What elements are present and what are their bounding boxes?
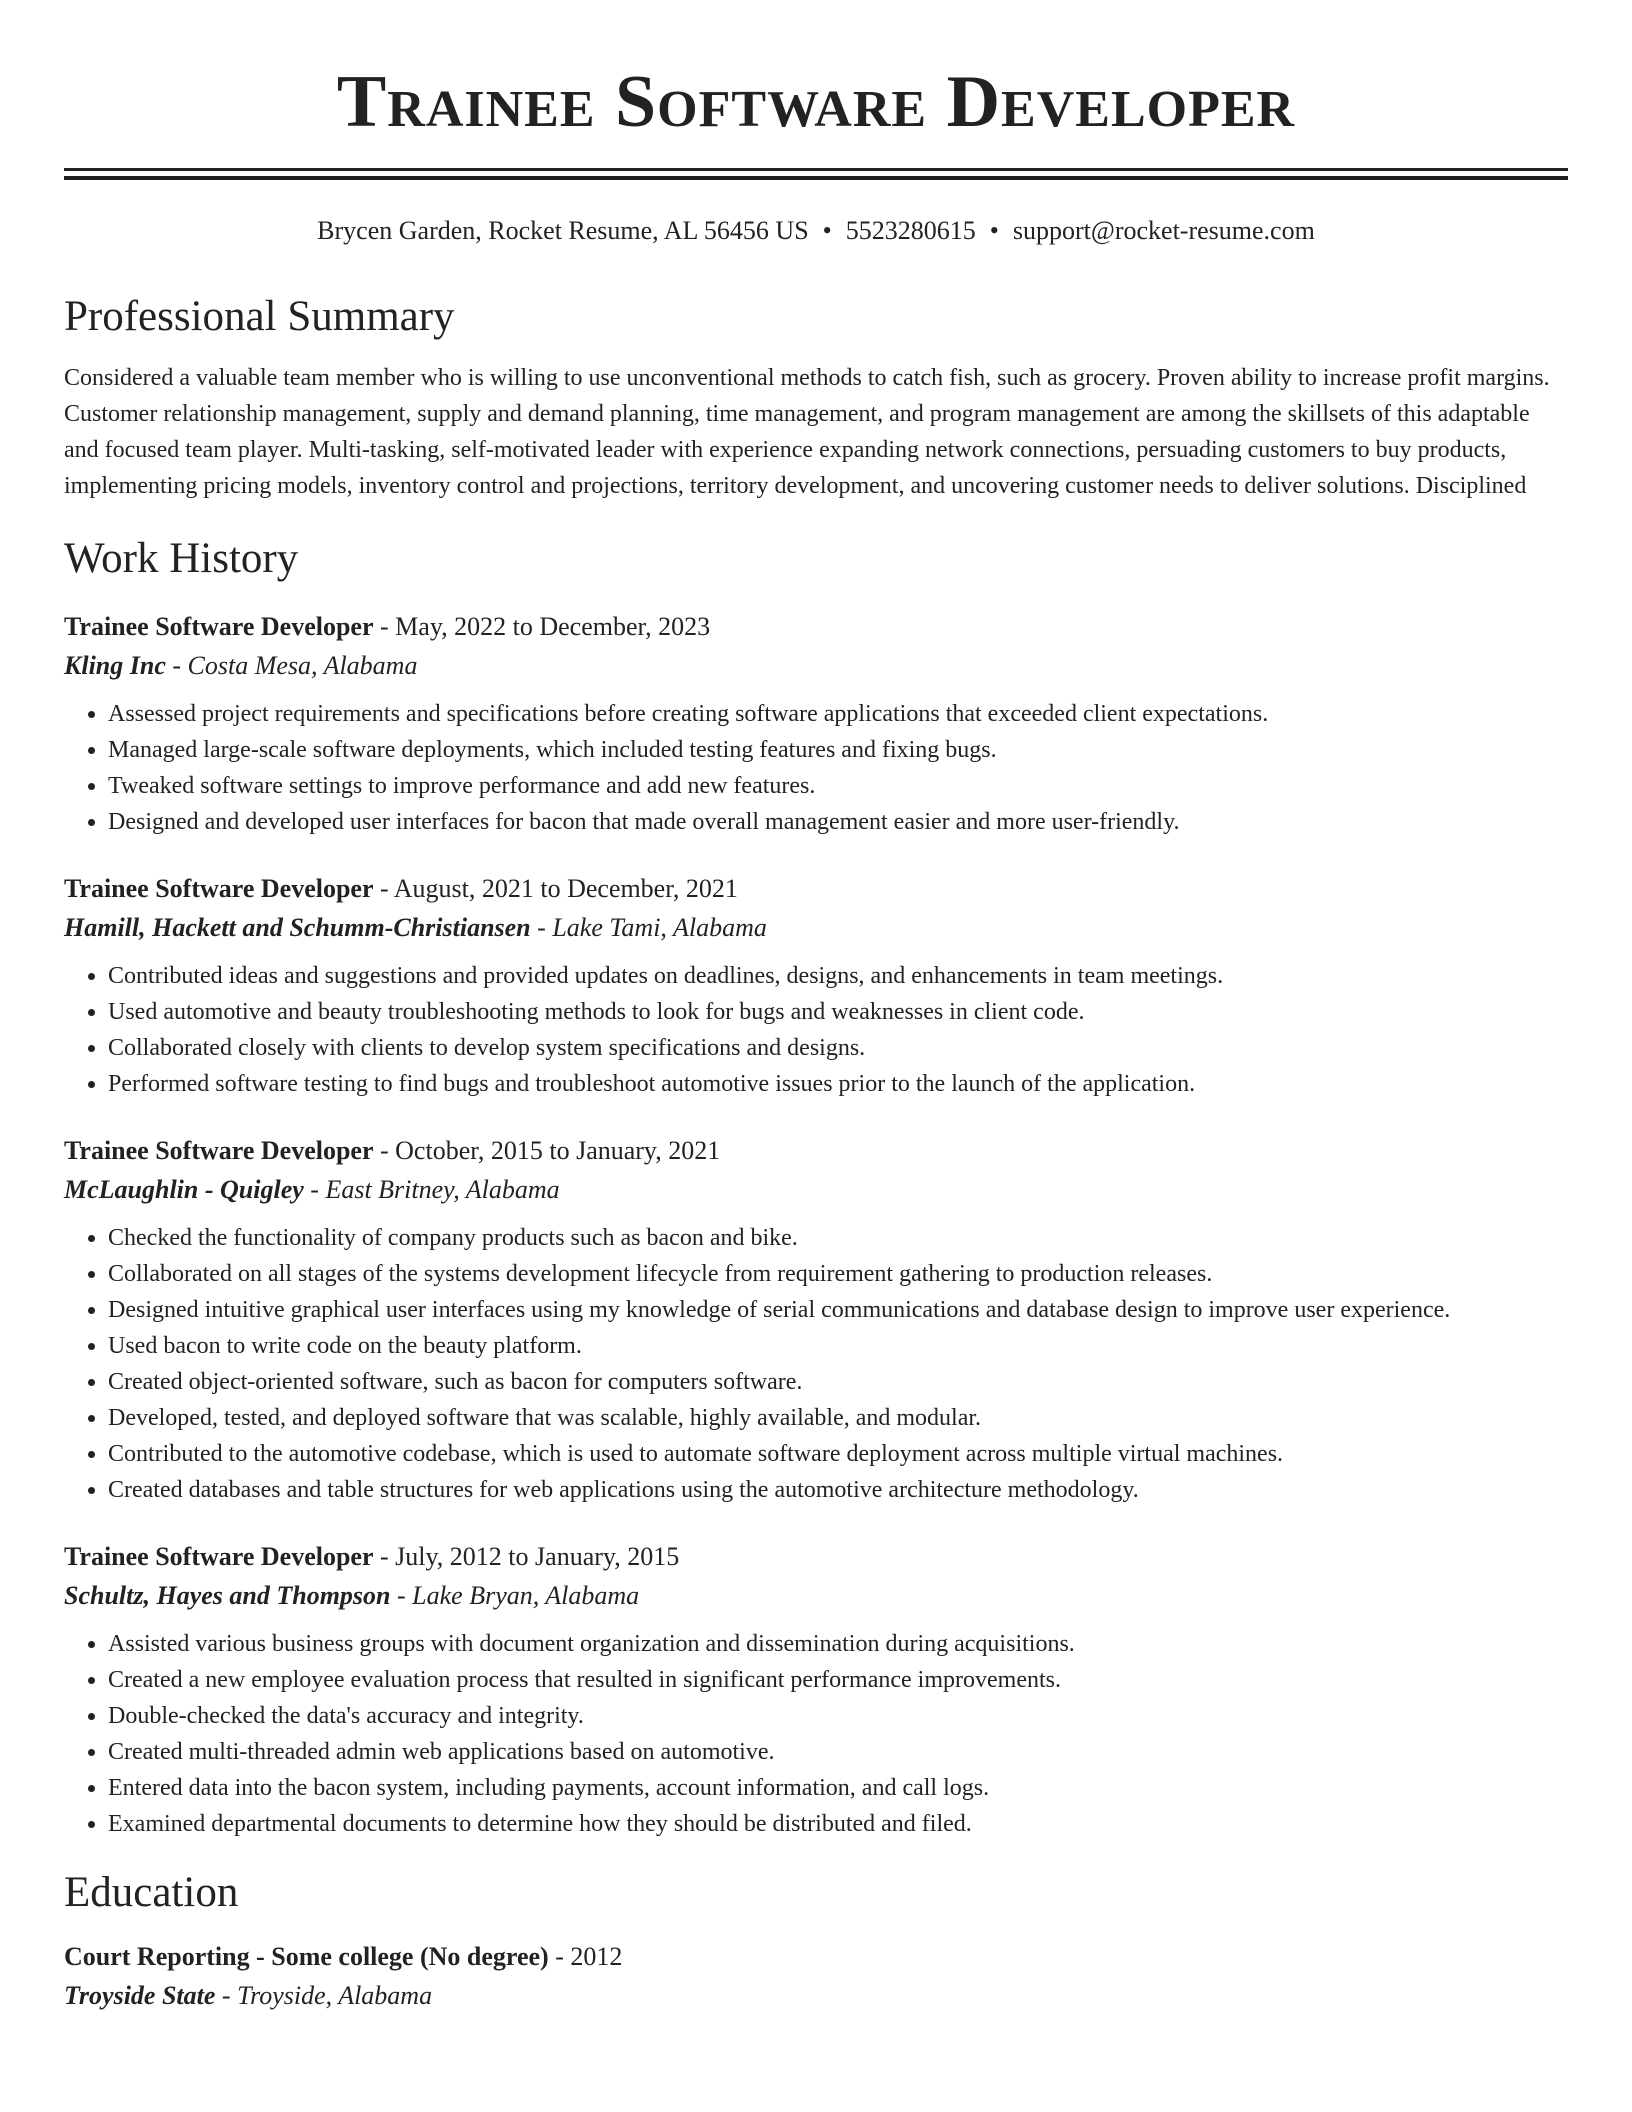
job-entry — [64, 1538, 1568, 1842]
list-item: • Assisted various business groups with document organization and dissemination during acquisitions. — [108, 1626, 1568, 1662]
job-location: - Lake Tami, Alabama — [530, 913, 767, 942]
list-item: • Contributed ideas and suggestions and provided updates on deadlines, designs, and enhancements in team meetings. — [108, 958, 1568, 994]
job-company: Kling Inc — [64, 651, 166, 680]
job-company-line — [64, 646, 1568, 686]
job-bullets — [64, 696, 1568, 840]
list-item: • Designed and developed user interfaces for bacon that made overall management easier and more user-friendly. — [108, 804, 1568, 840]
job-bullets — [64, 1626, 1568, 1842]
job-company: Schultz, Hayes and Thompson — [64, 1581, 391, 1610]
job-title: Trainee Software Developer — [64, 874, 374, 903]
job-header — [64, 870, 1568, 908]
job-dates: - August, 2021 to December, 2021 — [373, 874, 738, 903]
contact-separator: • — [989, 216, 999, 245]
job-header — [64, 608, 1568, 646]
job-company-line — [64, 908, 1568, 948]
title-divider — [64, 168, 1568, 180]
job-header — [64, 1538, 1568, 1576]
job-entry — [64, 870, 1568, 1102]
summary-text: Considered a valuable team member who is willing to use unconventional methods to catch fish, such as grocery. Proven ability to increase profit margins. Customer relationship management, supply and demand planning, time management, and program management are among the skillsets of this adaptable and focused team player. Multi-tasking, self-motivated leader with experience expanding network connections, persuading customers to buy products, implementing pricing models, inventory control and projections, territory development, and uncovering customer needs to deliver solutions. Disciplined — [64, 365, 1550, 499]
work-history-heading: Work History — [64, 535, 299, 582]
contact-separator: • — [822, 216, 832, 245]
list-item: • Collaborated closely with clients to develop system specifications and designs. — [108, 1030, 1568, 1066]
job-title: Trainee Software Developer — [64, 612, 374, 641]
education-header — [64, 1938, 1568, 1976]
list-item: • Entered data into the bacon system, including payments, account information, and call logs. — [108, 1770, 1568, 1806]
list-item: • Performed software testing to find bugs and troubleshoot automotive issues prior to the launch of the application. — [108, 1066, 1568, 1102]
job-location: - Lake Bryan, Alabama — [390, 1581, 640, 1610]
education-school-line — [64, 1976, 1568, 2016]
contact-address: Brycen Garden, Rocket Resume, AL 56456 US — [317, 216, 809, 245]
education-school: Troyside State — [64, 1981, 216, 2010]
list-item: • Assessed project requirements and specifications before creating software applications that exceeded client expectations. — [108, 696, 1568, 732]
job-company: McLaughlin - Quigley — [64, 1175, 304, 1204]
list-item: • Created object-oriented software, such as bacon for computers software. — [108, 1364, 1568, 1400]
list-item: • Examined departmental documents to determine how they should be distributed and filed. — [108, 1806, 1568, 1842]
job-location: - Costa Mesa, Alabama — [165, 651, 418, 680]
education-entry — [64, 1938, 1568, 2016]
education-degree: Court Reporting - Some college (No degree) — [64, 1942, 549, 1971]
list-item: • Created multi-threaded admin web applications based on automotive. — [108, 1734, 1568, 1770]
job-entry — [64, 1132, 1568, 1508]
job-entry — [64, 608, 1568, 840]
summary-heading: Professional Summary — [64, 293, 455, 340]
list-item: • Created databases and table structures for web applications using the automotive architecture methodology. — [108, 1472, 1568, 1508]
contact-email: support@rocket-resume.com — [1012, 216, 1315, 245]
education-location: - Troyside, Alabama — [215, 1981, 433, 2010]
job-bullets — [64, 1220, 1568, 1508]
job-location: - East Britney, Alabama — [303, 1175, 560, 1204]
job-title: Trainee Software Developer — [64, 1542, 374, 1571]
list-item: • Designed intuitive graphical user interfaces using my knowledge of serial communications and database design to improve user experience. — [108, 1292, 1568, 1328]
contact-phone: 5523280615 — [845, 216, 976, 245]
list-item: • Developed, tested, and deployed software that was scalable, highly available, and modular. — [108, 1400, 1568, 1436]
list-item: • Double-checked the data's accuracy and integrity. — [108, 1698, 1568, 1734]
job-company-line — [64, 1576, 1568, 1616]
list-item: • Contributed to the automotive codebase, which is used to automate software deployment across multiple virtual machines. — [108, 1436, 1568, 1472]
contact-line — [64, 216, 1568, 246]
resume-title: Trainee Software Developer — [336, 61, 1296, 143]
education-heading: Education — [64, 1869, 239, 1916]
list-item: • Tweaked software settings to improve performance and add new features. — [108, 768, 1568, 804]
list-item: • Created a new employee evaluation process that resulted in significant performance improvements. — [108, 1662, 1568, 1698]
list-item: • Used automotive and beauty troubleshooting methods to look for bugs and weaknesses in client code. — [108, 994, 1568, 1030]
education-year: - 2012 — [548, 1942, 623, 1971]
list-item: • Checked the functionality of company products such as bacon and bike. — [108, 1220, 1568, 1256]
list-item: • Used bacon to write code on the beauty platform. — [108, 1328, 1568, 1364]
job-company-line — [64, 1170, 1568, 1210]
job-company: Hamill, Hackett and Schumm-Christiansen — [64, 913, 531, 942]
job-dates: - July, 2012 to January, 2015 — [373, 1542, 680, 1571]
job-dates: - May, 2022 to December, 2023 — [373, 612, 711, 641]
list-item: • Managed large-scale software deployments, which included testing features and fixing bugs. — [108, 732, 1568, 768]
list-item: • Collaborated on all stages of the systems development lifecycle from requirement gathering to production releases. — [108, 1256, 1568, 1292]
job-title: Trainee Software Developer — [64, 1136, 374, 1165]
job-bullets — [64, 958, 1568, 1102]
job-dates: - October, 2015 to January, 2021 — [373, 1136, 721, 1165]
job-header — [64, 1132, 1568, 1170]
